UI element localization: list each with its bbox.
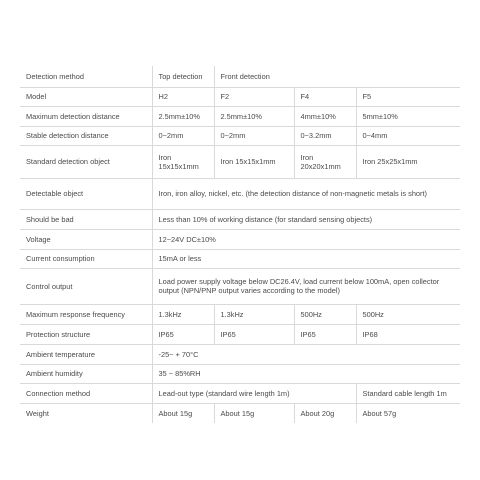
row-label: Control output xyxy=(20,268,152,304)
cell-ambient-humidity: 35 ~ 85%RH xyxy=(152,364,460,383)
cell-f4: F4 xyxy=(294,87,356,106)
cell-f2: F2 xyxy=(214,87,294,106)
cell-f2: 0~2mm xyxy=(214,126,294,145)
cell-ambient-temperature: -25~ + 70°C xyxy=(152,344,460,364)
cell-f4: Iron 20x20x1mm xyxy=(294,145,356,178)
row-label: Detectable object xyxy=(20,178,152,209)
row-model xyxy=(20,87,460,106)
row-max-response-frequency xyxy=(20,304,460,324)
cell-f2: IP65 xyxy=(214,324,294,344)
row-label: Voltage xyxy=(20,229,152,249)
cell-current-consumption: 15mA or less xyxy=(152,249,460,268)
cell-f5: 0~4mm xyxy=(356,126,460,145)
row-label: Maximum detection distance xyxy=(20,106,152,126)
row-label: Stable detection distance xyxy=(20,126,152,145)
cell-h2: 0~2mm xyxy=(152,126,214,145)
row-connection-method xyxy=(20,383,460,403)
row-voltage xyxy=(20,229,460,249)
row-ambient-temperature xyxy=(20,344,460,364)
cell-f5: F5 xyxy=(356,87,460,106)
cell-control-output: Load power supply voltage below DC26.4V, load current below 100mA, open collector output (NPN/PNP output varies according to the model) xyxy=(152,268,460,304)
cell-f2: Iron 15x15x1mm xyxy=(214,145,294,178)
spec-table xyxy=(20,66,460,423)
cell-f2: About 15g xyxy=(214,403,294,423)
cell-f5: 5mm±10% xyxy=(356,106,460,126)
cell-should-be-bad: Less than 10% of working distance (for standard sensing objects) xyxy=(152,209,460,229)
cell-f5: Iron 25x25x1mm xyxy=(356,145,460,178)
row-control-output xyxy=(20,268,460,304)
cell-standard-cable: Standard cable length 1m xyxy=(356,383,460,403)
row-should-be-bad xyxy=(20,209,460,229)
row-weight xyxy=(20,403,460,423)
row-stable-detection-distance xyxy=(20,126,460,145)
row-label: Should be bad xyxy=(20,209,152,229)
row-max-detection-distance xyxy=(20,106,460,126)
cell-h2: About 15g xyxy=(152,403,214,423)
row-label: Maximum response frequency xyxy=(20,304,152,324)
cell-top-detection: Top detection xyxy=(152,66,214,87)
cell-front-detection: Front detection xyxy=(214,66,460,87)
cell-detectable-object: Iron, iron alloy, nickel, etc. (the detection distance of non-magnetic metals is short) xyxy=(152,178,460,209)
row-label: Standard detection object xyxy=(20,145,152,178)
row-label: Current consumption xyxy=(20,249,152,268)
row-protection-structure xyxy=(20,324,460,344)
row-label: Connection method xyxy=(20,383,152,403)
cell-h2: 1.3kHz xyxy=(152,304,214,324)
cell-f5: About 57g xyxy=(356,403,460,423)
row-label: Protection structure xyxy=(20,324,152,344)
cell-f4: IP65 xyxy=(294,324,356,344)
cell-f5: 500Hz xyxy=(356,304,460,324)
row-label: Ambient temperature xyxy=(20,344,152,364)
cell-f5: IP68 xyxy=(356,324,460,344)
row-detectable-object xyxy=(20,178,460,209)
cell-h2: H2 xyxy=(152,87,214,106)
row-label: Ambient humidity xyxy=(20,364,152,383)
row-label: Detection method xyxy=(20,66,152,87)
row-standard-detection-object xyxy=(20,145,460,178)
cell-h2: Iron 15x15x1mm xyxy=(152,145,214,178)
cell-f4: 4mm±10% xyxy=(294,106,356,126)
row-current-consumption xyxy=(20,249,460,268)
spec-sheet xyxy=(20,66,460,423)
row-label: Model xyxy=(20,87,152,106)
cell-h2: 2.5mm±10% xyxy=(152,106,214,126)
row-label: Weight xyxy=(20,403,152,423)
cell-f2: 1.3kHz xyxy=(214,304,294,324)
row-ambient-humidity xyxy=(20,364,460,383)
cell-f4: About 20g xyxy=(294,403,356,423)
row-detection-method xyxy=(20,66,460,87)
cell-f4: 0~3.2mm xyxy=(294,126,356,145)
cell-f4: 500Hz xyxy=(294,304,356,324)
cell-lead-out-type: Lead-out type (standard wire length 1m) xyxy=(152,383,356,403)
cell-f2: 2.5mm±10% xyxy=(214,106,294,126)
cell-voltage: 12~24V DC±10% xyxy=(152,229,460,249)
cell-h2: IP65 xyxy=(152,324,214,344)
